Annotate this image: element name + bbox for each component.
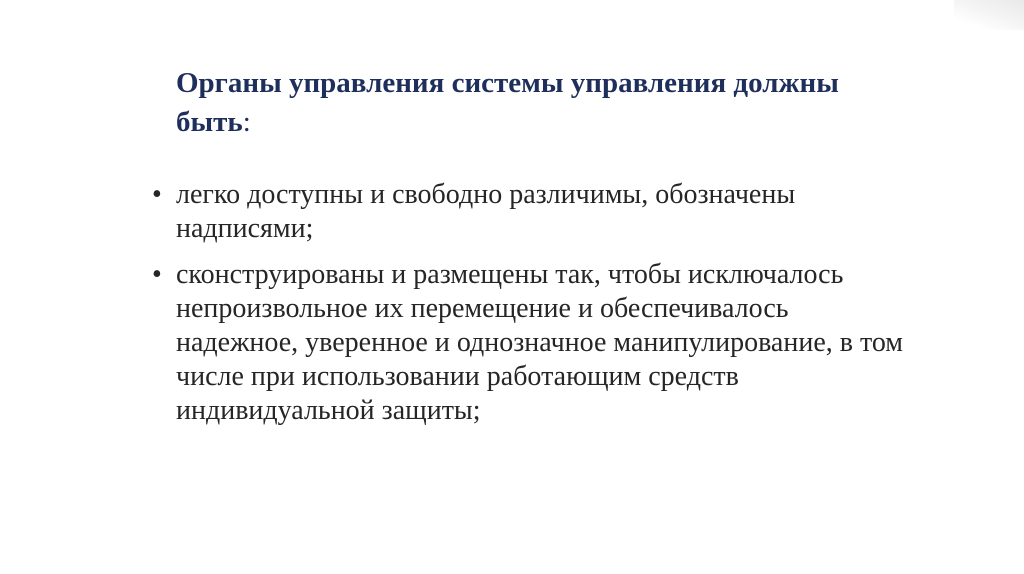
slide-title (176, 64, 896, 142)
bullet-icon: • (152, 179, 162, 210)
slide-title-text: Органы управления системы управления должны быть (176, 67, 839, 138)
list-item (150, 178, 910, 246)
bullet-list (150, 178, 910, 440)
slide-title-colon: : (242, 106, 251, 138)
list-item-text: легко доступны и свободно различимы, обозначены надписями; (176, 179, 796, 244)
list-item-text: сконструированы и размещены так, чтобы исключалось непроизвольное их перемещение и обеспечивалось надежное, уверенное и однозначное манипулирование, в том числе при использовании работающим средств индивидуальной защиты; (176, 259, 904, 426)
bullet-icon: • (152, 259, 162, 290)
corner-decoration (954, 0, 1024, 30)
list-item (150, 258, 910, 428)
